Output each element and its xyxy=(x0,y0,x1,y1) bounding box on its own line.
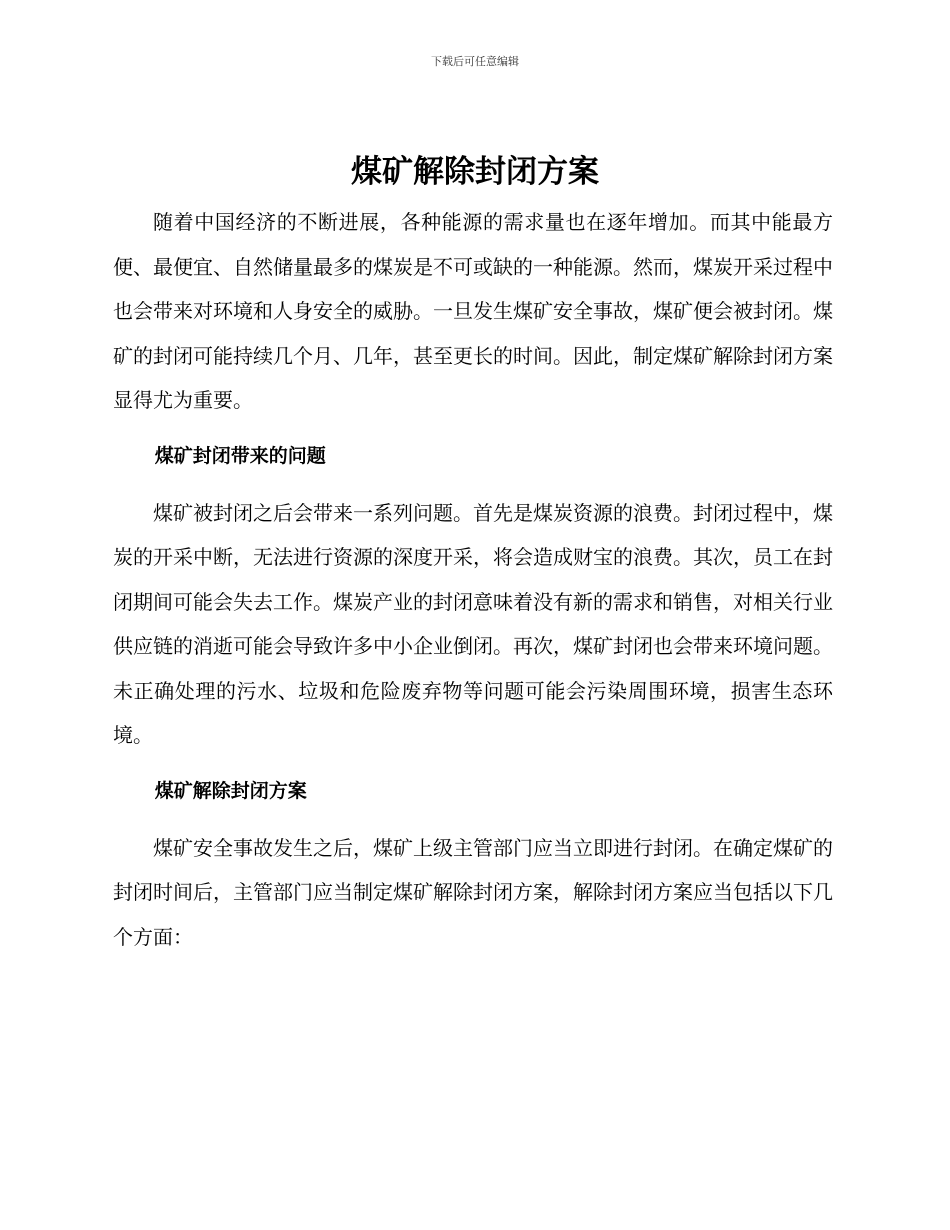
section-heading-problems: 煤矿封闭带来的问题 xyxy=(154,444,326,467)
page-header-note: 下载后可任意编辑 xyxy=(431,55,519,68)
document-title: 煤矿解除封闭方案 xyxy=(351,154,599,190)
section-paragraph-problems: 煤矿被封闭之后会带来一系列问题。首先是煤炭资源的浪费。封闭过程中，煤炭的开采中断，无法进行资源的深度开采，将会造成财宝的浪费。其次，员工在封闭期间可能会失去工作。煤炭产业的封闭意味着没有新的需求和销售，对相关行业供应链的消逝可能会导致许多中小企业倒闭。再次，煤矿封闭也会带来环境问题。未正确处理的污水、垃圾和危险废弃物等问题可能会污染周围环境，损害生态环境。 xyxy=(113,500,833,747)
document-body xyxy=(113,200,833,959)
section-heading-plan: 煤矿解除封闭方案 xyxy=(154,779,307,802)
intro-paragraph: 随着中国经济的不断进展，各种能源的需求量也在逐年增加。而其中能最方便、最便宜、自然储量最多的煤炭是不可或缺的一种能源。然而，煤炭开采过程中也会带来对环境和人身安全的威胁。一旦发生煤矿安全事故，煤矿便会被封闭。煤矿的封闭可能持续几个月、几年，甚至更长的时间。因此，制定煤矿解除封闭方案显得尤为重要。 xyxy=(113,210,833,412)
section-paragraph-plan: 煤矿安全事故发生之后，煤矿上级主管部门应当立即进行封闭。在确定煤矿的封闭时间后，主管部门应当制定煤矿解除封闭方案，解除封闭方案应当包括以下几个方面： xyxy=(113,835,833,949)
